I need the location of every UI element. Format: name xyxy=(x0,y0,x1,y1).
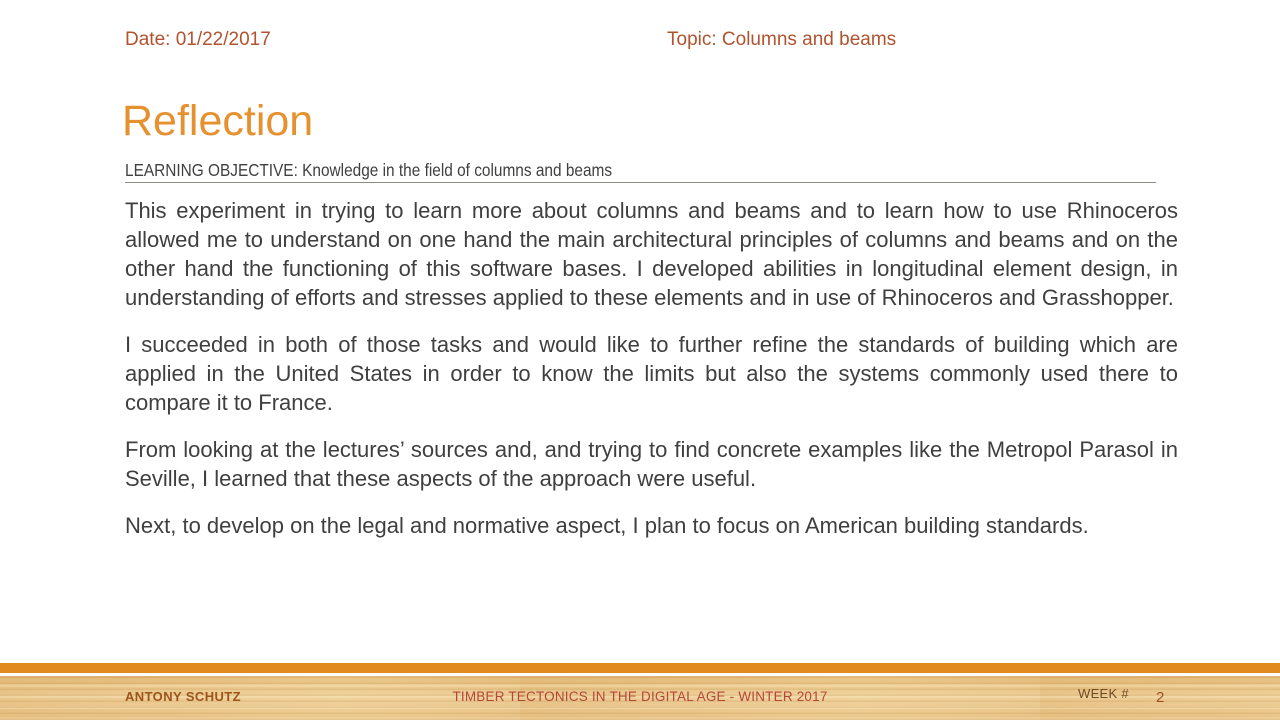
slide-date: Date: 01/22/2017 xyxy=(125,29,271,50)
slide-topic: Topic: Columns and beams xyxy=(667,29,897,50)
footer-accent-bar xyxy=(0,663,1280,673)
body-paragraph: From looking at the lectures’ sources and, and trying to find concrete examples like the Metropol Parasol in Seville, I learned that these aspects of the approach were useful. xyxy=(125,437,1178,491)
slide-title: Reflection xyxy=(122,97,314,145)
body-paragraph: Next, to develop on the legal and normative aspect, I plan to focus on American building standards. xyxy=(125,513,1089,538)
footer-course-title: TIMBER TECTONICS IN THE DIGITAL AGE - WINTER 2017 xyxy=(452,689,828,704)
footer-wood-band xyxy=(0,676,1280,720)
footer-author-name: ANTONY SCHUTZ xyxy=(125,689,241,704)
slide-body xyxy=(125,196,1178,558)
body-paragraph: I succeeded in both of those tasks and would like to further refine the standards of building which are applied in the United States in order to know the limits but also the systems commonly used there to compare it to France. xyxy=(125,332,1178,415)
footer-week-label: WEEK # xyxy=(1078,686,1129,701)
objective-divider-rule xyxy=(125,182,1156,183)
body-paragraph: This experiment in trying to learn more about columns and beams and to learn how to use Rhinoceros allowed me to understand on one hand the main architectural principles of columns and beams and on the other hand the functioning of this software bases. I developed abilities in longitudinal element design, in understanding of efforts and stresses applied to these elements and in use of Rhinoceros and Grasshopper. xyxy=(125,198,1178,310)
footer-page-number: 2 xyxy=(1156,689,1165,706)
learning-objective: LEARNING OBJECTIVE: Knowledge in the field of columns and beams xyxy=(125,160,613,180)
